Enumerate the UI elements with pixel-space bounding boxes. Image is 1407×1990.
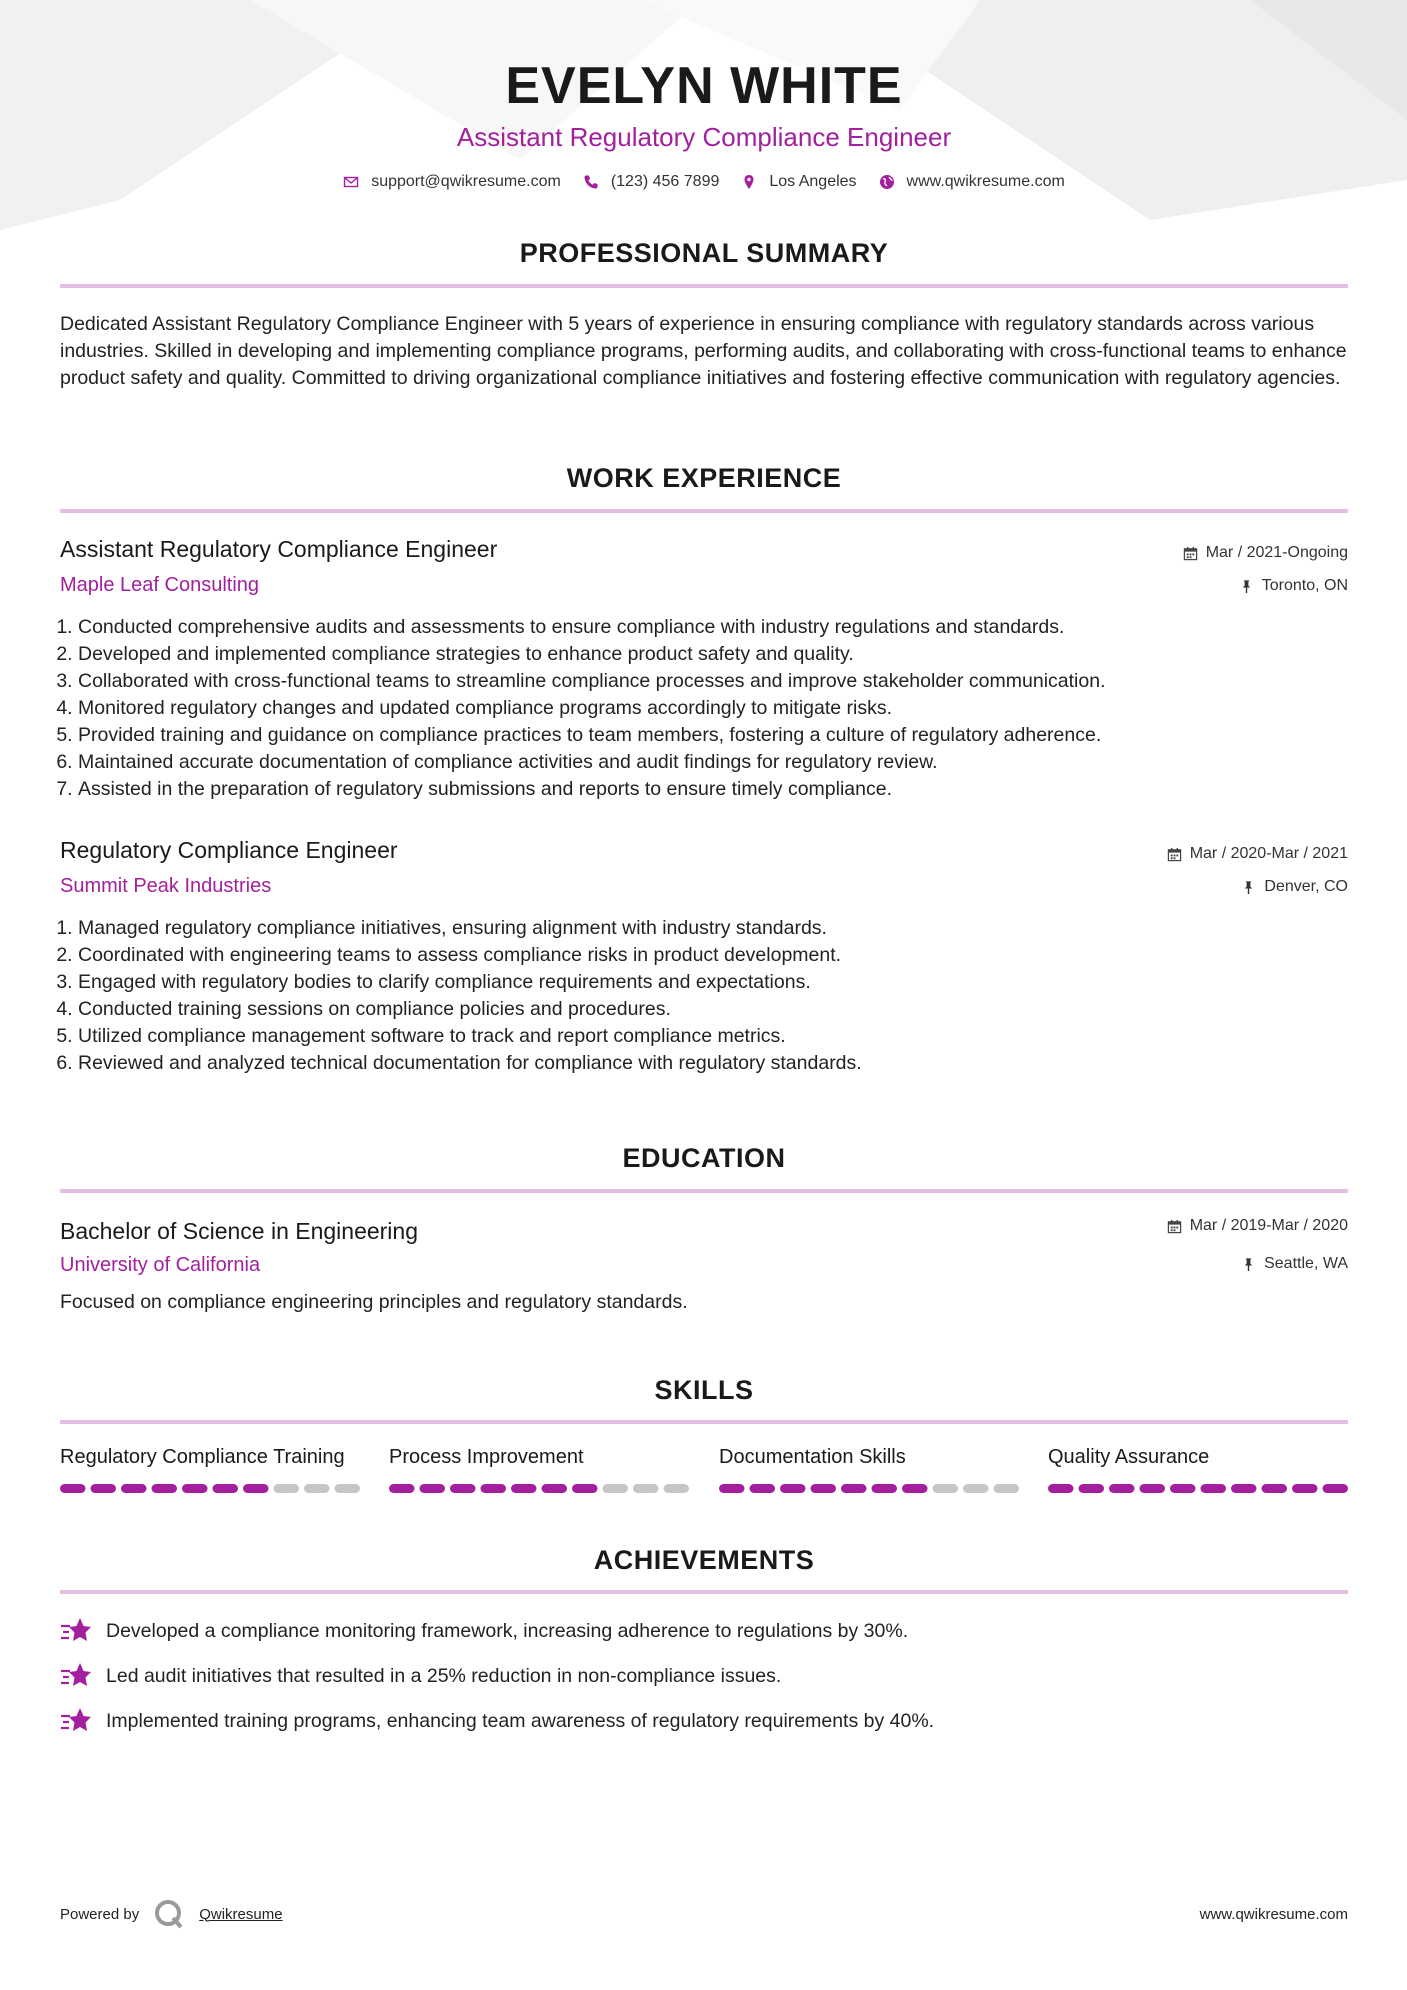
powered-by-label: Powered by	[60, 1905, 140, 1923]
skill-segment-filled	[572, 1484, 598, 1493]
globe-icon	[879, 174, 895, 190]
list-item: 1. Managed regulatory compliance initiatives, ensuring alignment with industry standards.	[78, 915, 1366, 942]
skill-segment-empty	[304, 1484, 330, 1493]
contact-email-text: support@qwikresume.com	[371, 173, 561, 190]
achievement-text: Implemented training programs, enhancing team awareness of regulatory requirements by 40%.	[106, 1709, 935, 1732]
skill-segment-empty	[664, 1484, 690, 1493]
job-location-text: Toronto, ON	[1261, 577, 1348, 594]
candidate-title: Assistant Regulatory Compliance Engineer	[456, 122, 952, 152]
list-item: 7. Assisted in the preparation of regulatory submissions and reports to ensure timely compliance.	[78, 776, 1366, 803]
skill-segment-empty	[633, 1484, 659, 1493]
star-icon	[60, 1616, 92, 1646]
list-item: 4. Conducted training sessions on compliance policies and procedures.	[78, 996, 1366, 1023]
list-item: 1. Conducted comprehensive audits and assessments to ensure compliance with industry regulations and standards.	[78, 614, 1366, 641]
calendar-icon	[1183, 546, 1198, 561]
job-dates-text: Mar / 2020-Mar / 2021	[1189, 845, 1348, 862]
experience-divider	[60, 509, 1348, 513]
calendar-icon	[1167, 1219, 1182, 1234]
skill-segment-filled	[902, 1484, 928, 1493]
contact-location	[741, 173, 856, 191]
pushpin-icon	[1239, 579, 1254, 594]
achievement-text: Developed a compliance monitoring framework, increasing adherence to regulations by 30%.	[106, 1619, 909, 1642]
education-location-text: Seattle, WA	[1264, 1255, 1348, 1272]
contact-bar	[60, 173, 1348, 191]
list-item: 6. Reviewed and analyzed technical documentation for compliance with regulatory standards.	[78, 1050, 1366, 1077]
skill-name: Regulatory Compliance Training	[60, 1446, 345, 1468]
skill-segment-filled	[1292, 1484, 1318, 1493]
list-item: 5. Provided training and guidance on compliance practices to team members, fostering a culture of regulatory adherence.	[78, 722, 1366, 749]
skill-segment-filled	[780, 1484, 806, 1493]
skill-segment-empty	[274, 1484, 300, 1493]
skill-segment-filled	[213, 1484, 239, 1493]
summary-text: Dedicated Assistant Regulatory Compliance Engineer with 5 years of experience in ensuring compliance with regulatory standards across various industries. Skilled in developing and implementing compliance programs, performing audits, and collaborating with cross-functional teams to enhance product safety and quality. Committed to driving organizational compliance initiatives and fostering effective communication with regulatory agencies.	[60, 313, 1347, 389]
star-icon	[60, 1706, 92, 1736]
education-divider	[60, 1189, 1348, 1193]
list-item: 4. Monitored regulatory changes and updated compliance programs accordingly to mitigate risks.	[78, 695, 1366, 722]
job-dates	[1183, 544, 1348, 562]
calendar-icon	[1167, 847, 1182, 862]
achievement-item	[60, 1706, 934, 1736]
job-location-text: Denver, CO	[1264, 878, 1348, 895]
skill-segment-filled	[1140, 1484, 1166, 1493]
pushpin-icon	[1241, 880, 1256, 895]
achievement-item	[60, 1616, 908, 1646]
contact-website-text: www.qwikresume.com	[906, 173, 1065, 190]
summary-heading: PROFESSIONAL SUMMARY	[519, 238, 889, 268]
skill-segment-empty	[994, 1484, 1020, 1493]
school-name: University of California	[60, 1254, 261, 1276]
contact-phone-text: (123) 456 7899	[610, 173, 720, 190]
list-item: 2. Coordinated with engineering teams to assess compliance risks in product development.	[78, 942, 1366, 969]
skill-segment-filled	[1201, 1484, 1227, 1493]
qwikresume-link[interactable]: Qwikresume	[199, 1905, 283, 1923]
job-responsibilities	[60, 915, 1366, 1077]
job-responsibilities	[60, 614, 1366, 803]
skill-item	[719, 1446, 1019, 1469]
skill-segment-filled	[182, 1484, 208, 1493]
skill-segment-filled	[1262, 1484, 1288, 1493]
experience-heading: WORK EXPERIENCE	[566, 463, 842, 493]
skill-level-bar	[1048, 1484, 1348, 1493]
skill-segment-filled	[1109, 1484, 1135, 1493]
skill-segment-empty	[335, 1484, 361, 1493]
skill-segment-filled	[121, 1484, 147, 1493]
skill-segment-filled	[511, 1484, 537, 1493]
job-dates	[1167, 845, 1348, 863]
list-item: 6. Maintained accurate documentation of compliance activities and audit findings for regulatory review.	[78, 749, 1366, 776]
contact-website[interactable]	[879, 173, 1065, 191]
skill-segment-filled	[719, 1484, 745, 1493]
degree-title: Bachelor of Science in Engineering	[60, 1218, 419, 1244]
summary-divider	[60, 284, 1348, 288]
skill-segment-filled	[811, 1484, 837, 1493]
achievement-text: Led audit initiatives that resulted in a 25% reduction in non-compliance issues.	[106, 1664, 782, 1687]
phone-icon	[583, 174, 599, 190]
job-company: Maple Leaf Consulting	[60, 574, 260, 596]
pushpin-icon	[1241, 1257, 1256, 1272]
skill-segment-filled	[542, 1484, 568, 1493]
skills-heading: SKILLS	[654, 1375, 754, 1405]
skill-segment-empty	[603, 1484, 629, 1493]
achievements-divider	[60, 1590, 1348, 1594]
job-location	[1239, 577, 1348, 595]
skill-segment-filled	[1170, 1484, 1196, 1493]
skill-segment-filled	[60, 1484, 86, 1493]
job-company: Summit Peak Industries	[60, 875, 272, 897]
list-item: 3. Collaborated with cross-functional teams to streamline compliance processes and improve stakeholder communication.	[78, 668, 1366, 695]
skill-segment-filled	[481, 1484, 507, 1493]
skill-segment-empty	[933, 1484, 959, 1493]
skill-segment-filled	[841, 1484, 867, 1493]
skill-segment-filled	[91, 1484, 117, 1493]
achievements-heading: ACHIEVEMENTS	[593, 1545, 815, 1575]
list-item: 3. Engaged with regulatory bodies to clarify compliance requirements and expectations.	[78, 969, 1366, 996]
skill-item	[389, 1446, 689, 1469]
list-item: 2. Developed and implemented compliance strategies to enhance product safety and quality.	[78, 641, 1366, 668]
contact-email[interactable]	[343, 173, 561, 191]
star-icon	[60, 1661, 92, 1691]
job-location	[1241, 878, 1348, 896]
contact-phone[interactable]	[583, 173, 720, 191]
education-dates-text: Mar / 2019-Mar / 2020	[1189, 1217, 1348, 1234]
skill-segment-filled	[1323, 1484, 1349, 1493]
skill-segment-filled	[1231, 1484, 1257, 1493]
skills-divider	[60, 1420, 1348, 1424]
skill-segment-filled	[243, 1484, 269, 1493]
job-dates-text: Mar / 2021-Ongoing	[1205, 544, 1348, 561]
footer-branding	[60, 1898, 283, 1930]
skill-segment-filled	[872, 1484, 898, 1493]
job-title: Assistant Regulatory Compliance Engineer	[60, 536, 498, 562]
contact-location-text: Los Angeles	[769, 173, 857, 190]
skill-name: Process Improvement	[389, 1446, 584, 1468]
skill-level-bar	[719, 1484, 1019, 1493]
skill-segment-filled	[152, 1484, 178, 1493]
skill-level-bar	[60, 1484, 360, 1493]
skill-level-bar	[389, 1484, 689, 1493]
skill-segment-filled	[750, 1484, 776, 1493]
skill-segment-filled	[389, 1484, 415, 1493]
footer-website[interactable]: www.qwikresume.com	[1199, 1906, 1348, 1923]
envelope-icon	[343, 174, 359, 190]
skill-segment-empty	[963, 1484, 989, 1493]
skill-segment-filled	[450, 1484, 476, 1493]
list-item: 5. Utilized compliance management software to track and report compliance metrics.	[78, 1023, 1366, 1050]
education-heading: EDUCATION	[622, 1143, 786, 1173]
skill-name: Quality Assurance	[1048, 1446, 1210, 1468]
education-location	[1241, 1255, 1348, 1273]
map-marker-icon	[741, 174, 757, 190]
qwikresume-logo-icon	[153, 1898, 185, 1930]
skill-item	[60, 1446, 360, 1469]
education-description: Focused on compliance engineering principles and regulatory standards.	[60, 1291, 688, 1313]
job-title: Regulatory Compliance Engineer	[60, 837, 398, 863]
achievement-item	[60, 1661, 781, 1691]
skill-segment-filled	[420, 1484, 446, 1493]
skill-item	[1048, 1446, 1348, 1469]
skill-segment-filled	[1079, 1484, 1105, 1493]
candidate-name: EVELYN WHITE	[505, 57, 903, 115]
skill-name: Documentation Skills	[719, 1446, 906, 1468]
skill-segment-filled	[1048, 1484, 1074, 1493]
education-dates	[1167, 1217, 1348, 1235]
